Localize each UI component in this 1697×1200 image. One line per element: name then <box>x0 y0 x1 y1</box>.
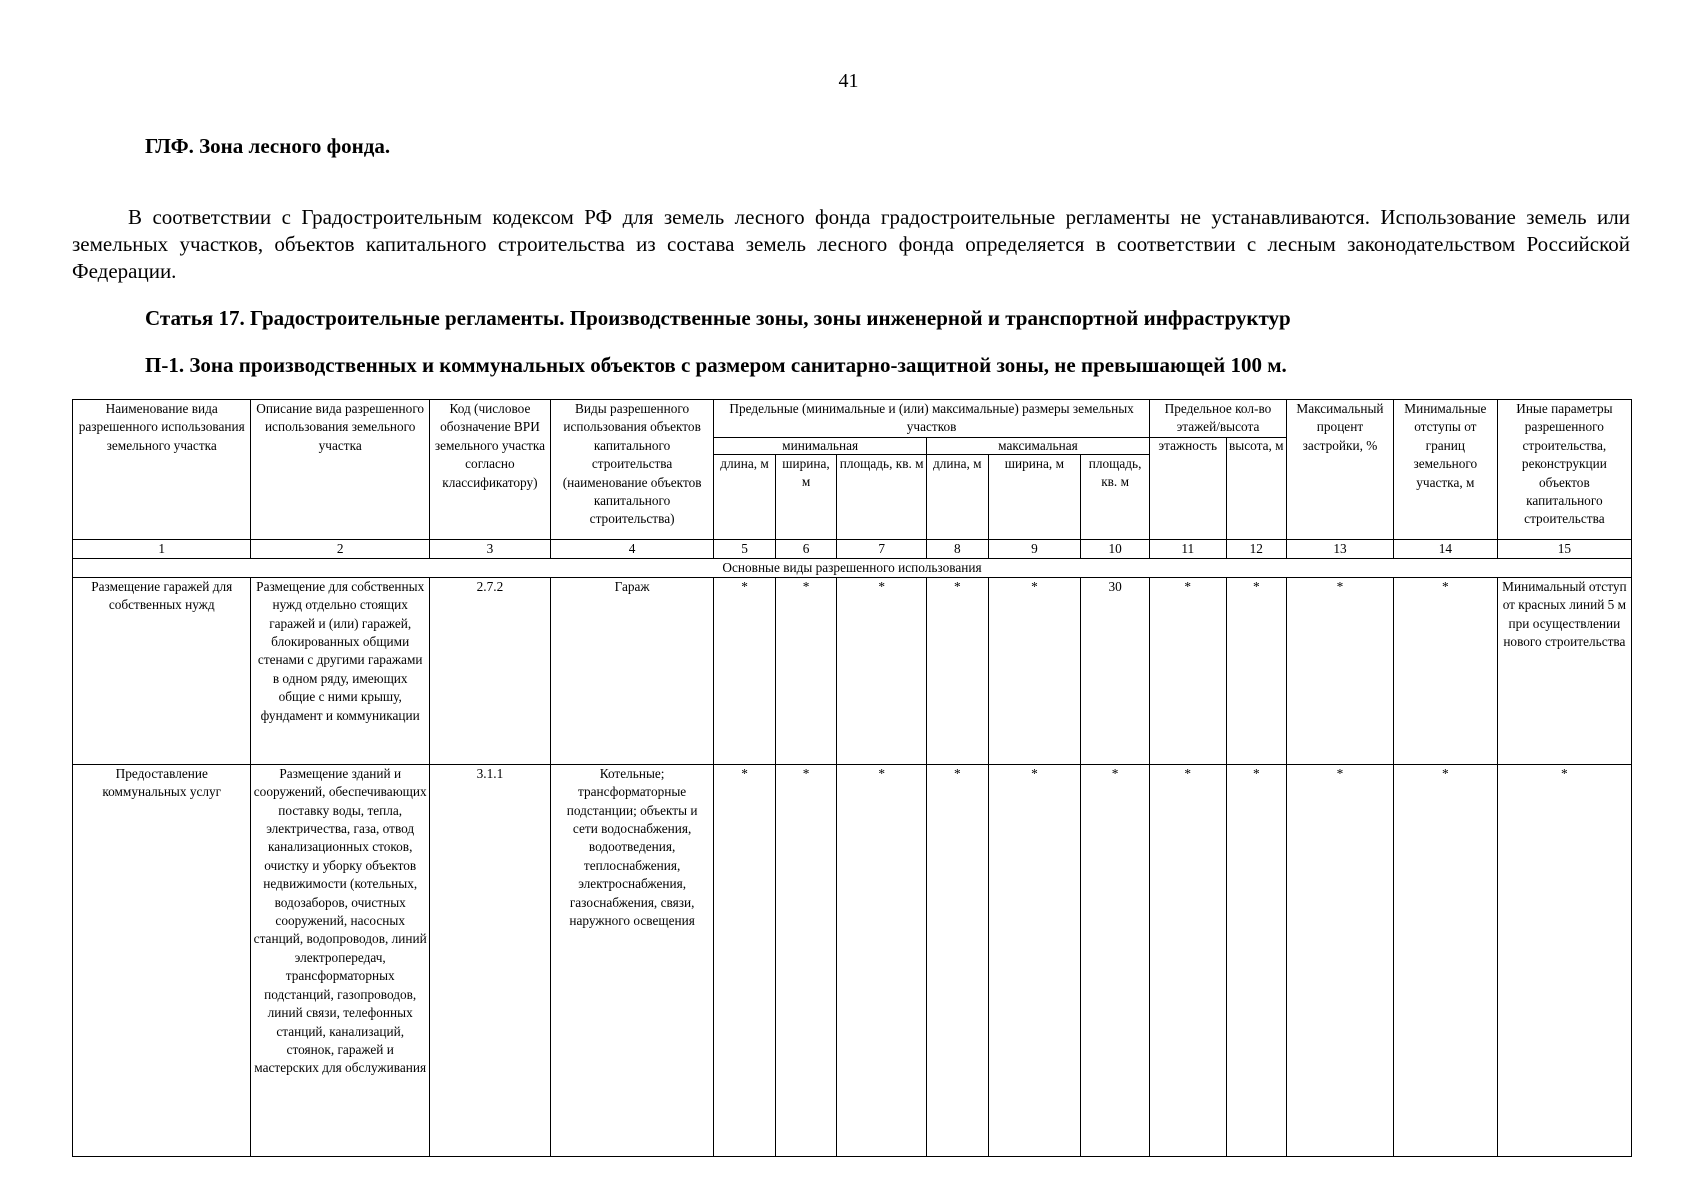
section-title: Основные виды разрешенного использования <box>73 558 1632 577</box>
use-description-cell: Размещение для собственных нужд отдельно стоящих гаражей и (или) гаражей, блокированных общими стенами с другими гаражами в одном ряду, имеющих общие с ними крышу, фундамент и коммуникации <box>251 577 429 764</box>
column-number: 12 <box>1226 539 1287 558</box>
header-max-length: длина, м <box>927 454 989 539</box>
header-code: Код (числовое обозначение ВРИ земельного участка согласно классификатору) <box>429 400 550 540</box>
table-row <box>73 764 1632 1156</box>
setbacks-cell: * <box>1393 577 1497 764</box>
max-length-cell: * <box>927 764 989 1156</box>
column-numbers-row <box>73 539 1632 558</box>
objects-cell: Гараж <box>550 577 713 764</box>
regulations-table <box>72 399 1632 1157</box>
max-width-cell: * <box>988 577 1081 764</box>
header-use-description: Описание вида разрешенного использования земельного участка <box>251 400 429 540</box>
max-area-cell: * <box>1081 764 1150 1156</box>
max-area-cell: 30 <box>1081 577 1150 764</box>
min-length-cell: * <box>714 764 776 1156</box>
code-cell: 3.1.1 <box>429 764 550 1156</box>
column-number: 11 <box>1149 539 1226 558</box>
header-plot-limits: Предельные (минимальные и (или) максимальные) размеры земельных участков <box>714 400 1150 438</box>
header-maximal: максимальная <box>927 437 1150 454</box>
header-min-width: ширина, м <box>775 454 837 539</box>
column-number: 7 <box>837 539 927 558</box>
height-cell: * <box>1226 577 1287 764</box>
header-setbacks: Минимальные отступы от границ земельного участка, м <box>1393 400 1497 540</box>
min-area-cell: * <box>837 764 927 1156</box>
header-floors-group: Предельное кол-во этажей/высота <box>1149 400 1286 438</box>
min-area-cell: * <box>837 577 927 764</box>
section-row <box>73 558 1632 577</box>
header-objects: Виды разрешенного использования объектов капитального строительства (наименование объектов капитального строительства) <box>550 400 713 540</box>
column-number: 14 <box>1393 539 1497 558</box>
other-cell: Минимальный отступ от красных линий 5 м при осуществлении нового строительства <box>1497 577 1631 764</box>
article-heading: Статья 17. Градостроительные регламенты. Производственные зоны, зоны инженерной и транспортной инфраструктур <box>145 306 1291 330</box>
header-height: высота, м <box>1226 437 1287 539</box>
min-width-cell: * <box>775 764 837 1156</box>
use-name-cell: Предоставление коммунальных услуг <box>73 764 251 1156</box>
zone-paragraph-text: В соответствии с Градостроительным кодексом РФ для земель лесного фонда градостроительные регламенты не устанавливаются. Использование земель или земельных участков, объектов капитального строительства из состава земель лесного фонда определяется в соответствии с лесным законодательством Российской Федерации. <box>72 205 1630 283</box>
header-floors: этажность <box>1149 437 1226 539</box>
column-number: 2 <box>251 539 429 558</box>
header-minimal: минимальная <box>714 437 927 454</box>
column-number: 6 <box>775 539 837 558</box>
zone-paragraph <box>72 204 1630 285</box>
max-length-cell: * <box>927 577 989 764</box>
table-row <box>73 577 1632 764</box>
header-min-area: площадь, кв. м <box>837 454 927 539</box>
height-cell: * <box>1226 764 1287 1156</box>
header-min-length: длина, м <box>714 454 776 539</box>
coverage-cell: * <box>1287 764 1394 1156</box>
objects-cell: Котельные; трансформаторные подстанции; объекты и сети водоснабжения, водоотведения, теплоснабжения, электроснабжения, газоснабжения, связи, наружного освещения <box>550 764 713 1156</box>
min-width-cell: * <box>775 577 837 764</box>
column-number: 3 <box>429 539 550 558</box>
column-number: 8 <box>927 539 989 558</box>
floors-cell: * <box>1149 577 1226 764</box>
header-row-1 <box>73 400 1632 438</box>
header-coverage: Максимальный процент застройки, % <box>1287 400 1394 540</box>
zone-heading: ГЛФ. Зона лесного фонда. <box>145 134 391 158</box>
use-name-cell: Размещение гаражей для собственных нужд <box>73 577 251 764</box>
column-number: 5 <box>714 539 776 558</box>
header-use-name: Наименование вида разрешенного использования земельного участка <box>73 400 251 540</box>
header-other: Иные параметры разрешенного строительства, реконструкции объектов капитального строительства <box>1497 400 1631 540</box>
min-length-cell: * <box>714 577 776 764</box>
column-number: 9 <box>988 539 1081 558</box>
page-number: 41 <box>838 70 859 92</box>
column-number: 13 <box>1287 539 1394 558</box>
subzone-heading: П-1. Зона производственных и коммунальных объектов с размером санитарно-защитной зоны, не превышающей 100 м. <box>145 353 1287 377</box>
use-description-cell: Размещение зданий и сооружений, обеспечивающих поставку воды, тепла, электричества, газа, отвод канализационных стоков, очистку и уборку объектов недвижимости (котельных, водозаборов, очистных сооружений, насосных станций, водопроводов, линий электропередач, трансформаторных подстанций, газопроводов, линий связи, телефонных станций, канализаций, стоянок, гаражей и мастерских для обслуживания <box>251 764 429 1156</box>
header-max-width: ширина, м <box>988 454 1081 539</box>
max-width-cell: * <box>988 764 1081 1156</box>
setbacks-cell: * <box>1393 764 1497 1156</box>
header-max-area: площадь, кв. м <box>1081 454 1150 539</box>
code-cell: 2.7.2 <box>429 577 550 764</box>
column-number: 15 <box>1497 539 1631 558</box>
floors-cell: * <box>1149 764 1226 1156</box>
column-number: 10 <box>1081 539 1150 558</box>
other-cell: * <box>1497 764 1631 1156</box>
column-number: 4 <box>550 539 713 558</box>
column-number: 1 <box>73 539 251 558</box>
coverage-cell: * <box>1287 577 1394 764</box>
